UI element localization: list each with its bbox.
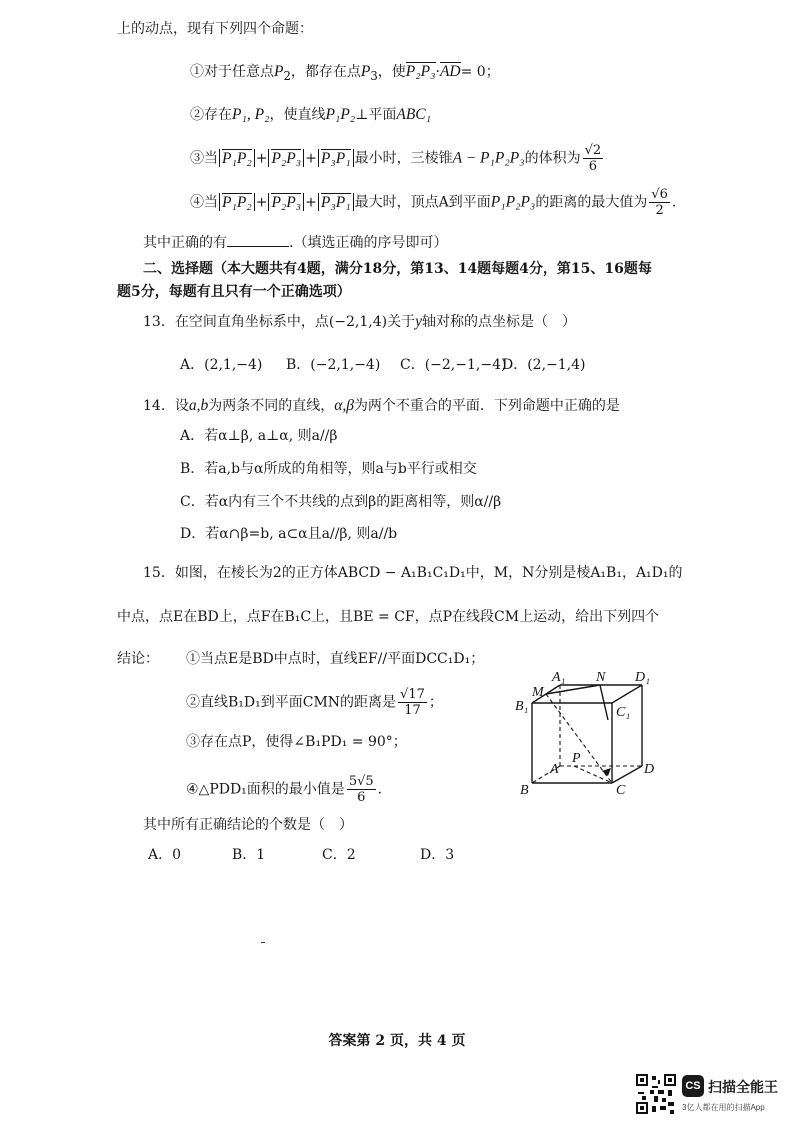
label-m: M [532,685,544,700]
vector-p2p3: P₂P₃ [405,63,436,80]
edge-d1-c1 [612,685,642,703]
label-b: B [520,783,529,798]
fraction-5sqrt5-over-6: $\frac{5√5}{6}$ [348,774,374,805]
vector-ad: AD [439,63,461,80]
question-15-line-2: 中点，点E在BD上，点F在B₁C上，且BE = CF，点P在线段CM上运动，给出下列四个 [117,609,660,625]
label-b1: B₁ [515,699,529,714]
scanner-app-logo: CS [682,1075,704,1097]
q15-conclusion-1: ①当点E是BD中点时，直线EF//平面DCC₁D₁； [186,651,485,667]
q15-conclusion-4: ④△PDD₁面积的最小值是 $\frac{5√5}{6}$ . [186,774,383,805]
statement-4: ④当 P₁P₂ + P₂P₃ + P₃P₁ 最大时，顶点A到平面P₁P₂P₃的距离的最大值为 $\frac{√6}{2}$ . [190,187,677,218]
section-2-heading-line-1: 二、选择题（本大题共有4题，满分18分，第13、14题每题4分，第15、16题每 [143,261,652,277]
page-footer: 答案第 2 页，共 4 页 [328,1033,466,1049]
q14-option-c: C．若α内有三个不共线的点到β的距离相等，则α//β [180,494,502,510]
q15-conclusion-3: ③存在点P，使得∠B₁PD₁ = 90°； [186,734,407,750]
q13-option-c: C．(−2,−1,−4) [400,357,507,373]
statement-2: ②存在P₁, P₂，使直线P₁P₂⊥平面ABC₁ [190,106,432,123]
q15-option-a: A．0 [148,847,182,863]
edge-d-c [612,766,642,783]
question-15-line-1: 15．如图，在棱长为2的正方体ABCD − A₁B₁C₁D₁中，M，N分别是棱A₁B₁，A₁D₁的 [143,565,683,581]
question-15-conclusions-label: 结论： [117,651,159,667]
label-p: P [572,751,581,766]
q15-option-d: D．3 [420,847,455,863]
label-a1: A₁ [552,670,566,685]
q13-option-a: A．(2,1,−4) [180,357,263,373]
label-c: C [616,783,626,798]
statement-3: ③当 P₁P₂ + P₂P₃ + P₃P₁ 最小时，三棱锥A − P₁P₂P₃的体积为 $\frac{√2}{6}$ [190,143,602,174]
fraction-sqrt2-over-6: $\frac{√2}{6}$ [584,143,602,174]
q13-option-d: D．(2,−1,4) [502,357,586,373]
question-14-stem: 14．设a,b为两条不同的直线，α,β为两个不重合的平面．下列命题中正确的是 [143,397,620,414]
scanner-app-name: 扫描全能王 [708,1079,778,1095]
scanner-app-tagline: 3亿人都在用的扫描App [682,1103,765,1112]
q14-option-b: B．若a,b与α所成的角相等，则a与b平行或相交 [180,461,477,477]
q15-conclusion-2: ②直线B₁D₁到平面CMN的距离是 $\frac{√17}{17}$ ； [186,687,443,718]
label-d1: D₁ [635,670,650,685]
question-13-stem: 13．在空间直角坐标系中，点(−2,1,4)关于y轴对称的点坐标是（ ） [143,313,576,330]
label-d: D [644,762,655,777]
label-n: N [596,670,606,685]
label-a: A [550,762,559,777]
q15-option-c: C．2 [322,847,356,863]
q15-ask: 其中所有正确结论的个数是（ ） [143,817,353,833]
q13-option-b: B．(−2,1,−4) [286,357,381,373]
q14-option-d: D．若α∩β=b, a⊂α且a//β, 则a//b [180,526,398,542]
fraction-sqrt6-over-2: $\frac{√6}{2}$ [651,187,668,218]
cube-figure [510,668,670,828]
stray-dash-mark [261,942,265,943]
answer-blank [227,234,289,247]
qr-code-icon [636,1074,676,1114]
statement-1: ①对于任意点$P_2$，都存在点$P_3$，使P₂P₃·AD= 0； [190,63,500,83]
q14-option-a: A．若α⊥β, a⊥α, 则a//β [180,428,338,444]
label-c1: C₁ [616,705,631,720]
fill-blank-prompt: 其中正确的有 .（填选正确的序号即可） [143,235,448,251]
section-2-heading-line-2: 题5分，每题有且只有一个正确选项） [117,284,351,300]
intro-text: 上的动点，现有下列四个命题： [117,21,313,37]
fraction-sqrt17-over-17: $\frac{√17}{17}$ [400,687,425,718]
q15-option-b: B．1 [232,847,266,863]
